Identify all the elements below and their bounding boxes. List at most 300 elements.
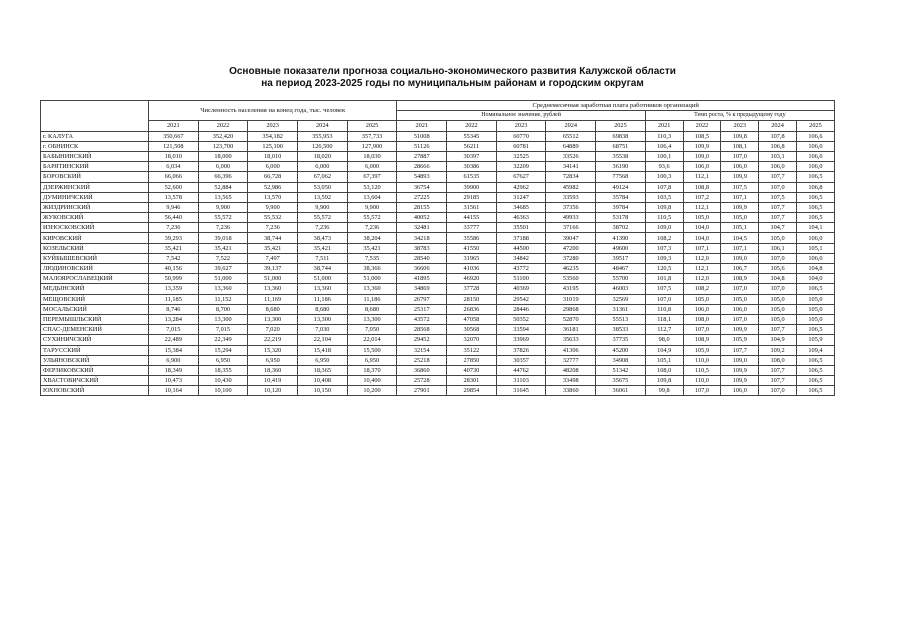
table-row xyxy=(41,192,835,202)
municipality-name: г. ОБНИНСК xyxy=(41,141,149,151)
year-header-pop: 2024 xyxy=(298,121,348,131)
growth-cell: 107,5 xyxy=(721,182,759,192)
salary-cell: 35122 xyxy=(447,345,497,355)
population-cell: 8,680 xyxy=(248,304,298,314)
salary-cell: 38533 xyxy=(596,325,646,335)
table-row xyxy=(41,264,835,274)
growth-cell: 108,0 xyxy=(645,365,683,375)
table-row xyxy=(41,223,835,233)
growth-cell: 107,2 xyxy=(683,192,721,202)
salary-cell: 38702 xyxy=(596,223,646,233)
municipality-name: УЛЬЯНОВСКИЙ xyxy=(41,355,149,365)
growth-cell: 104,1 xyxy=(796,223,834,233)
population-cell: 7,030 xyxy=(298,325,348,335)
salary-cell: 68751 xyxy=(596,141,646,151)
salary-cell: 37728 xyxy=(447,284,497,294)
growth-cell: 108,2 xyxy=(645,233,683,243)
growth-cell: 109,8 xyxy=(645,376,683,386)
table-row xyxy=(41,274,835,284)
salary-cell: 28150 xyxy=(447,294,497,304)
growth-cell: 108,1 xyxy=(721,141,759,151)
municipality-name: СУХИНИЧСКИЙ xyxy=(41,335,149,345)
salary-cell: 29854 xyxy=(447,386,497,396)
population-cell: 18,370 xyxy=(347,365,397,375)
salary-cell: 28155 xyxy=(397,202,447,212)
growth-cell: 105,0 xyxy=(796,314,834,324)
population-cell: 55,572 xyxy=(347,213,397,223)
salary-cell: 67627 xyxy=(496,172,546,182)
salary-cell: 31103 xyxy=(496,376,546,386)
population-cell: 13,570 xyxy=(248,192,298,202)
population-cell: 6,950 xyxy=(298,355,348,365)
salary-cell: 46003 xyxy=(596,284,646,294)
population-cell: 15,320 xyxy=(248,345,298,355)
growth-cell: 109,9 xyxy=(683,141,721,151)
table-row xyxy=(41,141,835,151)
salary-cell: 51126 xyxy=(397,141,447,151)
salary-cell: 54893 xyxy=(397,172,447,182)
growth-cell: 110,0 xyxy=(683,376,721,386)
population-cell: 7,015 xyxy=(198,325,248,335)
population-cell: 39,018 xyxy=(198,233,248,243)
salary-cell: 36606 xyxy=(397,264,447,274)
salary-cell: 30397 xyxy=(447,151,497,161)
growth-cell: 108,5 xyxy=(683,131,721,141)
population-cell: 13,360 xyxy=(248,284,298,294)
population-cell: 125,100 xyxy=(248,141,298,151)
salary-cell: 37280 xyxy=(546,253,596,263)
population-cell: 52,884 xyxy=(198,182,248,192)
year-header-pop: 2022 xyxy=(198,121,248,131)
growth-cell: 105,0 xyxy=(721,213,759,223)
salary-cell: 36190 xyxy=(596,162,646,172)
growth-cell: 103,5 xyxy=(645,192,683,202)
table-row xyxy=(41,355,835,365)
table-row xyxy=(41,386,835,396)
table-body xyxy=(41,131,835,396)
population-cell: 13,360 xyxy=(347,284,397,294)
salary-cell: 72834 xyxy=(546,172,596,182)
salary-cell: 46363 xyxy=(496,213,546,223)
growth-cell: 104,0 xyxy=(796,274,834,284)
salary-cell: 33777 xyxy=(447,223,497,233)
population-cell: 52,600 xyxy=(148,182,198,192)
growth-cell: 105,9 xyxy=(721,335,759,345)
document-title xyxy=(0,66,905,90)
growth-cell: 107,1 xyxy=(683,243,721,253)
municipality-name: БАБЫНИНСКИЙ xyxy=(41,151,149,161)
growth-cell: 106,0 xyxy=(683,162,721,172)
population-cell: 35,421 xyxy=(198,243,248,253)
growth-cell: 106,8 xyxy=(759,141,797,151)
salary-cell: 44762 xyxy=(496,365,546,375)
growth-cell: 108,0 xyxy=(683,314,721,324)
population-cell: 13,604 xyxy=(347,192,397,202)
growth-cell: 105,0 xyxy=(759,304,797,314)
salary-cell: 44155 xyxy=(447,213,497,223)
population-cell: 15,500 xyxy=(347,345,397,355)
growth-cell: 109,9 xyxy=(721,365,759,375)
population-cell: 39,137 xyxy=(248,264,298,274)
population-cell: 6,034 xyxy=(148,162,198,172)
salary-cell: 33969 xyxy=(496,335,546,345)
municipality-name: БАРЯТИНСКИЙ xyxy=(41,162,149,172)
population-cell: 51,000 xyxy=(198,274,248,284)
year-header-sal: 2025 xyxy=(596,121,646,131)
salary-cell: 25317 xyxy=(397,304,447,314)
salary-cell: 47058 xyxy=(447,314,497,324)
salary-cell: 49124 xyxy=(596,182,646,192)
growth-cell: 107,0 xyxy=(759,284,797,294)
salary-cell: 28666 xyxy=(397,162,447,172)
municipality-name: БОРОВСКИЙ xyxy=(41,172,149,182)
population-cell: 8,680 xyxy=(298,304,348,314)
salary-cell: 29452 xyxy=(397,335,447,345)
population-cell: 50,999 xyxy=(148,274,198,284)
population-cell: 10,419 xyxy=(248,376,298,386)
salary-cell: 40369 xyxy=(496,284,546,294)
population-cell: 10,430 xyxy=(198,376,248,386)
population-cell: 18,000 xyxy=(198,151,248,161)
growth-cell: 109,2 xyxy=(759,345,797,355)
population-cell: 6,000 xyxy=(198,162,248,172)
growth-cell: 107,7 xyxy=(759,213,797,223)
population-cell: 55,572 xyxy=(198,213,248,223)
salary-header: Среднемесячная заработная плата работников организаций xyxy=(397,101,835,111)
growth-cell: 106,5 xyxy=(796,386,834,396)
growth-cell: 107,1 xyxy=(721,243,759,253)
year-header-gr: 2023 xyxy=(721,121,759,131)
growth-cell: 106,0 xyxy=(796,151,834,161)
growth-cell: 99,8 xyxy=(645,386,683,396)
population-cell: 51,000 xyxy=(347,274,397,284)
salary-cell: 55345 xyxy=(447,131,497,141)
population-cell: 38,744 xyxy=(298,264,348,274)
salary-cell: 32569 xyxy=(596,294,646,304)
growth-cell: 109,0 xyxy=(721,355,759,365)
year-header-gr: 2024 xyxy=(759,121,797,131)
table-row xyxy=(41,335,835,345)
population-cell: 7,542 xyxy=(148,253,198,263)
growth-cell: 110,5 xyxy=(683,365,721,375)
growth-cell: 107,7 xyxy=(759,376,797,386)
table-row xyxy=(41,131,835,141)
population-cell: 13,578 xyxy=(148,192,198,202)
population-cell: 11,152 xyxy=(198,294,248,304)
nominal-header: Номинальное значение, рублей xyxy=(397,111,645,121)
population-cell: 10,408 xyxy=(298,376,348,386)
salary-cell: 28446 xyxy=(496,304,546,314)
growth-cell: 105,0 xyxy=(683,213,721,223)
population-cell: 7,497 xyxy=(248,253,298,263)
population-cell: 350,667 xyxy=(148,131,198,141)
population-cell: 18,355 xyxy=(198,365,248,375)
table-row xyxy=(41,172,835,182)
population-cell: 18,349 xyxy=(148,365,198,375)
salary-cell: 33498 xyxy=(546,376,596,386)
salary-cell: 40052 xyxy=(397,213,447,223)
population-cell: 126,500 xyxy=(298,141,348,151)
salary-cell: 30386 xyxy=(447,162,497,172)
growth-cell: 108,9 xyxy=(683,335,721,345)
growth-cell: 105,0 xyxy=(683,294,721,304)
population-cell: 7,511 xyxy=(298,253,348,263)
growth-cell: 106,6 xyxy=(796,131,834,141)
growth-cell: 93,6 xyxy=(645,162,683,172)
growth-cell: 106,0 xyxy=(721,386,759,396)
salary-cell: 35501 xyxy=(496,223,546,233)
population-cell: 9,900 xyxy=(347,202,397,212)
growth-cell: 106,5 xyxy=(796,284,834,294)
salary-cell: 51008 xyxy=(397,131,447,141)
salary-cell: 49600 xyxy=(596,243,646,253)
salary-cell: 36061 xyxy=(596,386,646,396)
salary-cell: 31561 xyxy=(447,202,497,212)
population-cell: 66,728 xyxy=(248,172,298,182)
population-cell: 13,284 xyxy=(148,314,198,324)
header-row-years xyxy=(41,121,835,131)
population-cell: 51,000 xyxy=(298,274,348,284)
municipality-name: ФЕРЗИКОВСКИЙ xyxy=(41,365,149,375)
table-row xyxy=(41,213,835,223)
growth-cell: 101,8 xyxy=(645,274,683,284)
salary-cell: 39517 xyxy=(596,253,646,263)
salary-cell: 51100 xyxy=(496,274,546,284)
salary-cell: 42962 xyxy=(496,182,546,192)
year-header-pop: 2025 xyxy=(347,121,397,131)
growth-cell: 104,0 xyxy=(683,223,721,233)
salary-cell: 28301 xyxy=(447,376,497,386)
growth-cell: 106,0 xyxy=(683,304,721,314)
municipality-name: ЮХНОВСКИЙ xyxy=(41,386,149,396)
population-cell: 55,532 xyxy=(248,213,298,223)
salary-cell: 31247 xyxy=(496,192,546,202)
growth-cell: 104,5 xyxy=(721,233,759,243)
growth-cell: 105,1 xyxy=(796,243,834,253)
population-cell: 38,366 xyxy=(347,264,397,274)
salary-cell: 32481 xyxy=(397,223,447,233)
salary-cell: 55513 xyxy=(596,314,646,324)
salary-cell: 31965 xyxy=(447,253,497,263)
population-cell: 9,900 xyxy=(248,202,298,212)
municipality-name: ДЗЕРЖИНСКИЙ xyxy=(41,182,149,192)
forecast-table xyxy=(40,100,835,396)
year-header-sal: 2022 xyxy=(447,121,497,131)
salary-cell: 32525 xyxy=(496,151,546,161)
year-header-gr: 2021 xyxy=(645,121,683,131)
year-header-sal: 2021 xyxy=(397,121,447,131)
salary-cell: 60781 xyxy=(496,141,546,151)
salary-cell: 45200 xyxy=(596,345,646,355)
growth-cell: 106,5 xyxy=(796,376,834,386)
salary-cell: 49933 xyxy=(546,213,596,223)
salary-cell: 35586 xyxy=(447,233,497,243)
year-header-pop: 2021 xyxy=(148,121,198,131)
growth-cell: 112,0 xyxy=(683,274,721,284)
table-row xyxy=(41,284,835,294)
population-cell: 9,946 xyxy=(148,202,198,212)
salary-cell: 31019 xyxy=(546,294,596,304)
population-cell: 18,360 xyxy=(248,365,298,375)
growth-cell: 107,0 xyxy=(759,253,797,263)
header-row-groups xyxy=(41,101,835,111)
population-cell: 38,744 xyxy=(248,233,298,243)
population-cell: 13,360 xyxy=(298,284,348,294)
growth-cell: 104,0 xyxy=(683,233,721,243)
growth-header: Темп роста, % к предыдущему году xyxy=(645,111,834,121)
municipality-name: ТАРУССКИЙ xyxy=(41,345,149,355)
population-cell: 35,421 xyxy=(248,243,298,253)
salary-cell: 55700 xyxy=(596,274,646,284)
growth-cell: 107,8 xyxy=(645,182,683,192)
salary-cell: 53560 xyxy=(546,274,596,284)
growth-cell: 109,8 xyxy=(645,202,683,212)
salary-cell: 41306 xyxy=(546,345,596,355)
municipality-name: ЖИЗДРИНСКИЙ xyxy=(41,202,149,212)
population-cell: 8,680 xyxy=(347,304,397,314)
title-line-2: на период 2023-2025 годы по муниципальным районам и городским округам xyxy=(261,78,644,89)
salary-cell: 48208 xyxy=(546,365,596,375)
growth-cell: 104,9 xyxy=(759,335,797,345)
growth-cell: 105,0 xyxy=(759,314,797,324)
growth-cell: 109,9 xyxy=(721,172,759,182)
municipality-name: ХВАСТОВИЧСКИЙ xyxy=(41,376,149,386)
growth-cell: 107,7 xyxy=(759,202,797,212)
table-row xyxy=(41,253,835,263)
salary-cell: 47200 xyxy=(546,243,596,253)
population-cell: 55,572 xyxy=(298,213,348,223)
salary-cell: 69838 xyxy=(596,131,646,141)
population-cell: 66,066 xyxy=(148,172,198,182)
salary-cell: 25728 xyxy=(397,376,447,386)
growth-cell: 120,5 xyxy=(645,264,683,274)
salary-cell: 44500 xyxy=(496,243,546,253)
growth-cell: 104,7 xyxy=(759,223,797,233)
salary-cell: 53178 xyxy=(596,213,646,223)
salary-cell: 32209 xyxy=(496,162,546,172)
growth-cell: 103,1 xyxy=(759,151,797,161)
growth-cell: 109,4 xyxy=(796,345,834,355)
growth-cell: 109,0 xyxy=(721,253,759,263)
growth-cell: 107,7 xyxy=(721,345,759,355)
growth-cell: 107,3 xyxy=(645,243,683,253)
population-cell: 67,062 xyxy=(298,172,348,182)
salary-cell: 39900 xyxy=(447,182,497,192)
population-cell: 35,421 xyxy=(347,243,397,253)
growth-cell: 108,0 xyxy=(759,355,797,365)
growth-cell: 106,5 xyxy=(796,355,834,365)
population-cell: 6,000 xyxy=(298,162,348,172)
population-cell: 7,535 xyxy=(347,253,397,263)
salary-cell: 36860 xyxy=(397,365,447,375)
growth-cell: 106,1 xyxy=(759,243,797,253)
population-cell: 18,010 xyxy=(248,151,298,161)
population-cell: 15,384 xyxy=(148,345,198,355)
growth-cell: 100,1 xyxy=(645,151,683,161)
growth-cell: 106,5 xyxy=(796,202,834,212)
salary-cell: 36754 xyxy=(397,182,447,192)
population-header: Численность населения на конец года, тыс. человек xyxy=(148,101,396,121)
year-header-gr: 2025 xyxy=(796,121,834,131)
municipality-name: ЛЮДИНОВСКИЙ xyxy=(41,264,149,274)
salary-cell: 43572 xyxy=(397,314,447,324)
population-cell: 22,104 xyxy=(298,335,348,345)
municipality-name: КИРОВСКИЙ xyxy=(41,233,149,243)
salary-cell: 34685 xyxy=(496,202,546,212)
municipality-name: г. КАЛУГА xyxy=(41,131,149,141)
salary-cell: 33593 xyxy=(546,192,596,202)
population-cell: 38,204 xyxy=(347,233,397,243)
salary-cell: 36181 xyxy=(546,325,596,335)
growth-cell: 100,3 xyxy=(645,172,683,182)
municipality-name: МЕЩОВСКИЙ xyxy=(41,294,149,304)
growth-cell: 109,9 xyxy=(721,376,759,386)
population-cell: 8,746 xyxy=(148,304,198,314)
salary-cell: 35675 xyxy=(596,376,646,386)
growth-cell: 109,9 xyxy=(721,325,759,335)
salary-cell: 41550 xyxy=(447,243,497,253)
municipality-name: МЕДЫНСКИЙ xyxy=(41,284,149,294)
salary-cell: 34218 xyxy=(397,233,447,243)
table-row xyxy=(41,243,835,253)
year-header-sal: 2023 xyxy=(496,121,546,131)
table-row xyxy=(41,162,835,172)
growth-cell: 105,1 xyxy=(645,355,683,365)
salary-cell: 60770 xyxy=(496,131,546,141)
population-cell: 13,359 xyxy=(148,284,198,294)
salary-cell: 34842 xyxy=(496,253,546,263)
salary-cell: 25218 xyxy=(397,355,447,365)
growth-cell: 110,8 xyxy=(645,304,683,314)
corner-cell xyxy=(41,101,149,132)
population-cell: 127,900 xyxy=(347,141,397,151)
growth-cell: 106,8 xyxy=(796,182,834,192)
growth-cell: 106,0 xyxy=(796,162,834,172)
population-cell: 15,418 xyxy=(298,345,348,355)
population-cell: 7,020 xyxy=(248,325,298,335)
population-cell: 10,473 xyxy=(148,376,198,386)
salary-cell: 33526 xyxy=(546,151,596,161)
growth-cell: 112,1 xyxy=(683,172,721,182)
population-cell: 18,020 xyxy=(298,151,348,161)
population-cell: 22,349 xyxy=(198,335,248,345)
salary-cell: 43195 xyxy=(546,284,596,294)
growth-cell: 107,0 xyxy=(683,325,721,335)
population-cell: 13,360 xyxy=(198,284,248,294)
population-cell: 11,186 xyxy=(347,294,397,304)
population-cell: 22,219 xyxy=(248,335,298,345)
salary-cell: 77568 xyxy=(596,172,646,182)
municipality-name: ЖУКОВСКИЙ xyxy=(41,213,149,223)
growth-cell: 109,8 xyxy=(721,131,759,141)
salary-cell: 37826 xyxy=(496,345,546,355)
growth-cell: 106,5 xyxy=(796,365,834,375)
growth-cell: 106,5 xyxy=(796,213,834,223)
population-cell: 9,900 xyxy=(298,202,348,212)
year-header-pop: 2023 xyxy=(248,121,298,131)
population-cell: 53,120 xyxy=(347,182,397,192)
municipality-name: МОСАЛЬСКИЙ xyxy=(41,304,149,314)
growth-cell: 106,0 xyxy=(721,304,759,314)
population-cell: 7,236 xyxy=(198,223,248,233)
salary-cell: 34141 xyxy=(546,162,596,172)
growth-cell: 108,8 xyxy=(683,182,721,192)
population-cell: 7,236 xyxy=(298,223,348,233)
growth-cell: 106,4 xyxy=(645,141,683,151)
salary-cell: 27887 xyxy=(397,151,447,161)
salary-cell: 34908 xyxy=(596,355,646,365)
salary-cell: 29542 xyxy=(496,294,546,304)
